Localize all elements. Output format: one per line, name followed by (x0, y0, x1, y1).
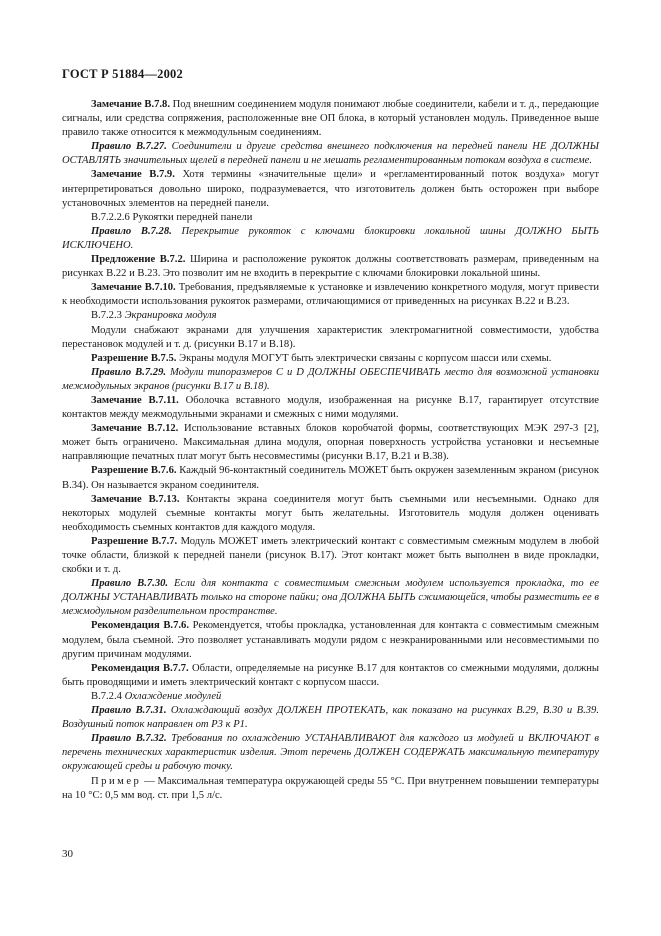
paragraph-label: Правило В.7.27. (91, 141, 167, 153)
paragraph-text: Ширина и расположение рукояток должны соответствовать размерам, приведенным на рисунках В.22 и В.23. Это позволит им не входить в перекрытие с ключами блокировки локальной шины. (62, 254, 600, 280)
page-number: 30 (62, 848, 73, 860)
paragraph-label: Правило В.7.30. (91, 578, 169, 590)
paragraph-label: Предложение В.7.2. (91, 254, 186, 266)
paragraph-label: Замечание В.7.12. (91, 423, 179, 435)
paragraph (62, 690, 599, 704)
paragraph-text: Контакты экрана соединителя могут быть съемными или несъемными. Однако для некоторых модулей съемные контакты могут быть желательны. Изготовитель модуля должен оценивать необходимость съемных контактов для каждого модуля. (62, 493, 600, 533)
paragraph-text: В.7.2.2.6 Рукоятки передней панели (91, 211, 253, 223)
paragraph (62, 168, 599, 210)
paragraph (62, 394, 599, 422)
paragraph-label: Разрешение В.7.5. (91, 352, 177, 364)
paragraph-label: Рекомендация В.7.6. (91, 620, 189, 632)
paragraph (62, 775, 599, 803)
paragraph-text: Экраны модуля МОГУТ быть электрически связаны с корпусом шасси или схемы. (176, 352, 552, 364)
paragraph-text: Области, определяемые на рисунке В.17 для контактов со смежными модулями, должны быть проводящими и иметь электрический контакт с корпусом шасси. (62, 662, 599, 688)
paragraph-text: Если для контакта с совместимым смежным модулем используется прокладка, то ее ДОЛЖНЫ УСТАНАВЛИВАТЬ только на стороне пайки; она ДОЛЖНА БЫТЬ сжимающейся, чтобы разместить ее в межмодульном разделительном пространстве. (62, 578, 599, 618)
paragraph (62, 422, 599, 464)
paragraph-text: Модули типоразмеров С и D ДОЛЖНЫ ОБЕСПЕЧИВАТЬ место для возможной установки межмодульных экранов (рисунки В.17 и В.18). (62, 366, 599, 392)
paragraph (62, 140, 599, 168)
paragraph-text: Оболочка вставного модуля, изображенная на рисунке В.17, гарантирует отсутствие контактов между межмодульными экранами и смежных с ними модулями. (62, 394, 599, 421)
paragraph-label: Пример (91, 775, 142, 787)
paragraph-label: Правило В.7.29. (91, 366, 167, 378)
paragraph-text: Рекомендуется, чтобы прокладка, установленная для контакта с совместимым смежным модулем, была съемной. Это позволяет устанавливать модули рядом с неэкранированными или несовместимыми по другим причинам модулями. (62, 620, 599, 660)
paragraph (62, 662, 599, 690)
paragraph (62, 98, 599, 140)
paragraph (62, 309, 599, 323)
paragraph (62, 366, 599, 394)
paragraph-text: Соединители и другие средства внешнего подключения на передней панели НЕ ДОЛЖНЫ ОСТАВЛЯТЬ значительных щелей в передней панели и не мешать регламентированным потокам воздуха в системе. (62, 141, 599, 167)
paragraph-label: Рекомендация В.7.7. (91, 662, 189, 674)
paragraph-text: Перекрытие рукояток с ключами блокировки локальной шины ДОЛЖНО БЫТЬ ИСКЛЮЧЕНО. (62, 225, 599, 251)
paragraph-label: Правило В.7.32. (91, 733, 167, 745)
paragraph-text: Под внешним соединением модуля понимают любые соединители, кабели и т. д., передающие сигналы, или средства сопряжения, расположенные вне ОП блока, в который установлен модуль. Приведенное выше правило также относится к межмодульным соединениям. (62, 99, 599, 139)
paragraph-label: Правило В.7.31. (91, 705, 167, 717)
paragraph-text: — Максимальная температура окружающей среды 55 °С. При внутреннем повышении температуры на 10 °С: 0,5 мм вод. ст. при 1,5 л/с. (62, 775, 599, 801)
paragraph (62, 253, 599, 281)
paragraph (62, 324, 599, 352)
paragraph-label: Замечание В.7.11. (91, 394, 179, 406)
paragraph (62, 535, 599, 577)
paragraph (62, 211, 599, 225)
paragraph-label: Разрешение В.7.6. (91, 465, 177, 477)
paragraph (62, 577, 599, 619)
paragraph (62, 619, 599, 661)
paragraph-text: Хотя термины «значительные щели» и «регламентированный поток воздуха» могут интерпретироваться довольно широко, подразумевается, что изготовитель должен быть осторожен при выборе установочных элементов на передней панели. (62, 169, 599, 209)
paragraph-text: Модули снабжают экранами для улучшения характеристик электромагнитной совместимости, удобства перестановок модулей и т. д. (рисунки В.17 и В.18). (62, 324, 599, 350)
paragraph (62, 493, 599, 535)
paragraph (62, 732, 599, 774)
paragraph-label: В.7.2.3 (91, 310, 125, 322)
paragraph (62, 704, 599, 732)
paragraph-text: Требования по охлаждению УСТАНАВЛИВАЮТ для каждого из модулей и ВКЛЮЧАЮТ в перечень технических характеристик изделия. Этот перечень ДОЛЖЕН СОДЕРЖАТЬ максимальную температуру окружающей среды и рабочую точку. (62, 733, 599, 773)
paragraph (62, 352, 599, 366)
paragraph-label: Замечание В.7.13. (91, 493, 180, 505)
document-body (62, 98, 599, 803)
paragraph-text: Экранировка модуля (124, 310, 217, 322)
paragraph-text: Требования, предъявляемые к установке и извлечению конкретного модуля, могут привести к необходимости использования рукояток размерами, отличающимися от приведенных на рисунках В.22 и В.23. (62, 282, 600, 308)
paragraph-text: Охлаждение модулей (124, 690, 222, 702)
document-header: ГОСТ Р 51884—2002 (62, 67, 183, 81)
paragraph-label: Замечание В.7.10. (91, 282, 176, 294)
paragraph (62, 281, 599, 309)
paragraph (62, 225, 599, 253)
paragraph-label: Замечание В.7.9. (91, 169, 175, 181)
paragraph-text: Использование вставных блоков коробчатой формы, соответствующих МЭК 297-3 [2], может быть ограничено. Максимальная длина модуля, опорная поверхность устройства установки и несъемные направляющие печатных плат могут быть несовместимы (рисунки В.17, В.21 и В.38). (62, 423, 599, 463)
paragraph-label: Разрешение В.7.7. (91, 535, 178, 547)
paragraph-label: Замечание В.7.8. (91, 99, 170, 110)
paragraph-text: Модуль МОЖЕТ иметь электрический контакт с совместимым смежным модулем в любой точке области, близкой к передней панели (рисунок В.17). Этот контакт может быть выполнен в виде прокладки, скобки и т. д. (62, 535, 599, 576)
paragraph-text: Каждый 96-контактный соединитель МОЖЕТ быть окружен заземленным экраном (рисунок В.34). Он называется экраном соединителя. (62, 465, 599, 491)
paragraph (62, 464, 599, 492)
paragraph-text: Охлаждающий воздух ДОЛЖЕН ПРОТЕКАТЬ, как показано на рисунках В.29, В.30 и В.39. Воздушный поток направлен от Р3 к Р1. (62, 705, 599, 731)
paragraph-label: В.7.2.4 (91, 690, 125, 702)
paragraph-label: Правило В.7.28. (91, 225, 172, 237)
